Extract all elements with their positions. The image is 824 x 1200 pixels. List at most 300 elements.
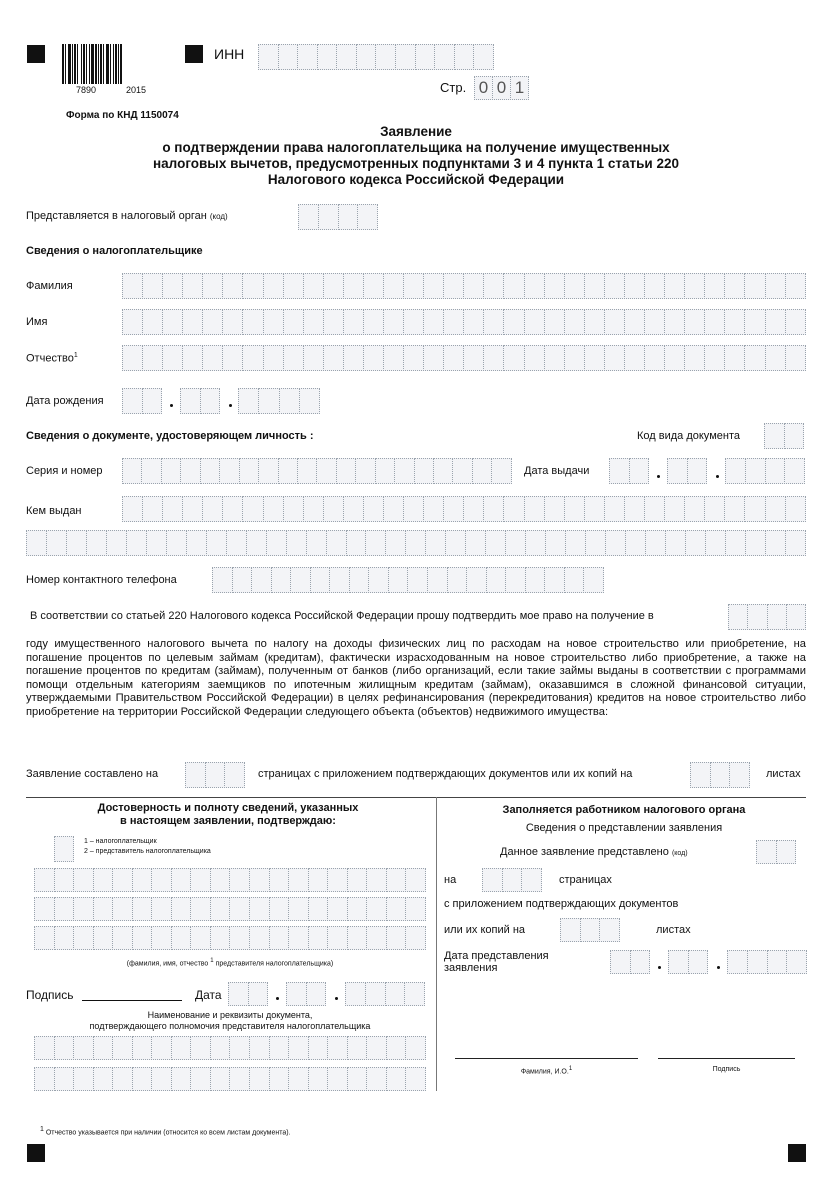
char-cell[interactable] (288, 926, 309, 950)
char-cell[interactable] (210, 1067, 231, 1091)
char-cell[interactable] (283, 345, 304, 371)
char-cell[interactable] (162, 345, 183, 371)
char-cell[interactable] (249, 868, 270, 892)
char-cell[interactable] (599, 918, 620, 942)
char-cell[interactable] (308, 1036, 329, 1060)
char-cell[interactable] (486, 567, 507, 593)
char-cell[interactable] (724, 309, 745, 335)
char-cell[interactable] (290, 567, 311, 593)
char-cell[interactable] (122, 496, 143, 522)
char-cell[interactable] (249, 897, 270, 921)
char-cell[interactable] (202, 496, 223, 522)
char-cell[interactable] (162, 309, 183, 335)
char-cell[interactable] (349, 567, 370, 593)
char-cell[interactable] (327, 1036, 348, 1060)
char-cell[interactable] (190, 1067, 211, 1091)
char-cell[interactable] (347, 1067, 368, 1091)
char-cell[interactable] (685, 530, 706, 556)
char-cell[interactable] (624, 496, 645, 522)
char-cell[interactable] (54, 868, 75, 892)
char-cell[interactable] (584, 273, 605, 299)
char-cell[interactable] (308, 897, 329, 921)
char-cell[interactable] (383, 496, 404, 522)
char-cell[interactable] (544, 345, 565, 371)
char-cell[interactable] (447, 567, 468, 593)
char-cell[interactable] (525, 567, 546, 593)
confirm-day-field[interactable] (228, 982, 268, 1006)
char-cell[interactable] (142, 345, 163, 371)
issued-by-field-line2[interactable] (26, 530, 806, 556)
char-cell[interactable] (415, 44, 436, 70)
char-cell[interactable] (210, 1036, 231, 1060)
char-cell[interactable] (263, 496, 284, 522)
char-cell[interactable] (423, 273, 444, 299)
char-cell[interactable] (784, 458, 805, 484)
signature-line[interactable] (82, 1000, 182, 1001)
char-cell[interactable] (521, 868, 542, 892)
patronymic-field[interactable] (122, 345, 806, 371)
char-cell[interactable] (624, 309, 645, 335)
char-cell[interactable] (785, 309, 806, 335)
char-cell[interactable] (363, 309, 384, 335)
char-cell[interactable] (724, 496, 745, 522)
char-cell[interactable] (386, 868, 407, 892)
char-cell[interactable] (242, 345, 263, 371)
issue-day-field[interactable] (609, 458, 649, 484)
char-cell[interactable] (73, 897, 94, 921)
char-cell[interactable] (580, 918, 601, 942)
char-cell[interactable] (251, 567, 272, 593)
char-cell[interactable] (93, 868, 114, 892)
char-cell[interactable] (375, 458, 395, 484)
char-cell[interactable] (363, 273, 384, 299)
char-cell[interactable] (186, 530, 207, 556)
char-cell[interactable] (205, 762, 226, 788)
char-cell[interactable] (560, 918, 581, 942)
char-cell[interactable] (200, 388, 221, 414)
char-cell[interactable] (286, 530, 307, 556)
char-cell[interactable] (112, 897, 133, 921)
char-cell[interactable] (317, 44, 338, 70)
char-cell[interactable] (403, 309, 424, 335)
char-cell[interactable] (73, 1036, 94, 1060)
char-cell[interactable] (466, 567, 487, 593)
char-cell[interactable] (258, 44, 279, 70)
char-cell[interactable] (93, 897, 114, 921)
char-cell[interactable] (132, 926, 153, 950)
pages-count-field[interactable] (185, 762, 245, 788)
char-cell[interactable] (404, 982, 425, 1006)
char-cell[interactable] (346, 530, 367, 556)
char-cell[interactable] (688, 950, 709, 974)
char-cell[interactable] (142, 273, 163, 299)
char-cell[interactable] (338, 204, 359, 230)
char-cell[interactable] (269, 1067, 290, 1091)
char-cell[interactable] (690, 762, 711, 788)
char-cell[interactable] (166, 530, 187, 556)
char-cell[interactable] (310, 567, 331, 593)
char-cell[interactable] (785, 345, 806, 371)
char-cell[interactable] (463, 345, 484, 371)
char-cell[interactable] (288, 868, 309, 892)
char-cell[interactable] (405, 926, 426, 950)
official-sheets-field[interactable] (560, 918, 620, 942)
char-cell[interactable] (323, 496, 344, 522)
issued-by-field-line1[interactable] (122, 496, 806, 522)
char-cell[interactable] (93, 1036, 114, 1060)
char-cell[interactable] (665, 530, 686, 556)
char-cell[interactable] (229, 897, 250, 921)
char-cell[interactable] (443, 496, 464, 522)
char-cell[interactable] (171, 926, 192, 950)
char-cell[interactable] (375, 44, 396, 70)
char-cell[interactable] (765, 345, 786, 371)
char-cell[interactable] (303, 345, 324, 371)
char-cell[interactable] (644, 345, 665, 371)
char-cell[interactable] (210, 868, 231, 892)
char-cell[interactable] (724, 345, 745, 371)
char-cell[interactable] (239, 458, 259, 484)
char-cell[interactable] (132, 897, 153, 921)
char-cell[interactable] (200, 458, 220, 484)
char-cell[interactable] (54, 1067, 75, 1091)
char-cell[interactable] (786, 604, 806, 630)
char-cell[interactable] (288, 1036, 309, 1060)
char-cell[interactable] (405, 897, 426, 921)
char-cell[interactable] (171, 897, 192, 921)
char-cell[interactable] (269, 926, 290, 950)
char-cell[interactable] (710, 762, 731, 788)
char-cell[interactable] (266, 530, 287, 556)
char-cell[interactable] (664, 273, 685, 299)
char-cell[interactable] (386, 897, 407, 921)
char-cell[interactable] (604, 345, 625, 371)
tax-authority-code-field[interactable] (298, 204, 378, 230)
char-cell[interactable] (278, 44, 299, 70)
char-cell[interactable] (190, 926, 211, 950)
issue-month-field[interactable] (667, 458, 707, 484)
char-cell[interactable] (283, 273, 304, 299)
char-cell[interactable] (785, 273, 806, 299)
char-cell[interactable] (405, 1067, 426, 1091)
char-cell[interactable] (405, 868, 426, 892)
char-cell[interactable] (503, 496, 524, 522)
char-cell[interactable] (427, 567, 448, 593)
char-cell[interactable] (744, 496, 765, 522)
char-cell[interactable] (283, 309, 304, 335)
char-cell[interactable] (34, 1067, 55, 1091)
char-cell[interactable] (299, 388, 320, 414)
char-cell[interactable] (229, 868, 250, 892)
char-cell[interactable] (298, 204, 319, 230)
char-cell[interactable] (86, 530, 107, 556)
char-cell[interactable] (219, 458, 239, 484)
char-cell[interactable] (564, 273, 585, 299)
char-cell[interactable] (347, 1036, 368, 1060)
char-cell[interactable] (303, 496, 324, 522)
char-cell[interactable] (443, 309, 464, 335)
char-cell[interactable] (54, 926, 75, 950)
char-cell[interactable] (327, 868, 348, 892)
char-cell[interactable] (106, 530, 127, 556)
authority-doc-line2[interactable] (34, 1067, 426, 1091)
char-cell[interactable] (323, 273, 344, 299)
char-cell[interactable] (326, 530, 347, 556)
char-cell[interactable] (725, 530, 746, 556)
doc-type-field[interactable] (764, 423, 804, 449)
char-cell[interactable] (288, 897, 309, 921)
char-cell[interactable] (403, 345, 424, 371)
char-cell[interactable] (345, 982, 366, 1006)
char-cell[interactable] (564, 345, 585, 371)
char-cell[interactable] (242, 496, 263, 522)
char-cell[interactable] (279, 388, 300, 414)
char-cell[interactable] (363, 496, 384, 522)
char-cell[interactable] (525, 530, 546, 556)
char-cell[interactable] (343, 496, 364, 522)
char-cell[interactable] (704, 345, 725, 371)
char-cell[interactable] (368, 567, 389, 593)
char-cell[interactable] (151, 1036, 172, 1060)
char-cell[interactable] (202, 273, 223, 299)
char-cell[interactable] (112, 1036, 133, 1060)
char-cell[interactable] (306, 530, 327, 556)
char-cell[interactable] (366, 926, 387, 950)
char-cell[interactable] (386, 1067, 407, 1091)
char-cell[interactable] (336, 458, 356, 484)
sheets-count-field[interactable] (690, 762, 750, 788)
char-cell[interactable] (388, 567, 409, 593)
char-cell[interactable] (297, 44, 318, 70)
char-cell[interactable] (161, 458, 181, 484)
name-field[interactable] (122, 309, 806, 335)
char-cell[interactable] (303, 309, 324, 335)
char-cell[interactable] (491, 458, 511, 484)
char-cell[interactable] (630, 950, 651, 974)
request-year-field[interactable] (728, 604, 806, 630)
char-cell[interactable] (238, 388, 259, 414)
char-cell[interactable] (366, 897, 387, 921)
char-cell[interactable] (271, 567, 292, 593)
char-cell[interactable] (122, 345, 143, 371)
char-cell[interactable] (463, 309, 484, 335)
char-cell[interactable] (503, 309, 524, 335)
char-cell[interactable] (336, 44, 357, 70)
char-cell[interactable] (122, 458, 142, 484)
char-cell[interactable] (242, 273, 263, 299)
char-cell[interactable] (357, 204, 378, 230)
char-cell[interactable] (407, 567, 428, 593)
char-cell[interactable] (308, 868, 329, 892)
char-cell[interactable] (202, 309, 223, 335)
char-cell[interactable] (327, 1067, 348, 1091)
char-cell[interactable] (724, 273, 745, 299)
char-cell[interactable] (327, 897, 348, 921)
char-cell[interactable] (171, 1067, 192, 1091)
char-cell[interactable] (604, 273, 625, 299)
char-cell[interactable] (222, 309, 243, 335)
char-cell[interactable] (786, 950, 807, 974)
char-cell[interactable] (222, 273, 243, 299)
char-cell[interactable] (565, 530, 586, 556)
char-cell[interactable] (171, 868, 192, 892)
char-cell[interactable] (452, 458, 472, 484)
char-cell[interactable] (764, 423, 785, 449)
char-cell[interactable] (34, 868, 55, 892)
char-cell[interactable] (765, 309, 786, 335)
char-cell[interactable] (785, 530, 806, 556)
char-cell[interactable] (765, 273, 786, 299)
char-cell[interactable] (222, 496, 243, 522)
char-cell[interactable] (394, 458, 414, 484)
char-cell[interactable] (664, 345, 685, 371)
char-cell[interactable] (206, 530, 227, 556)
char-cell[interactable] (297, 458, 317, 484)
char-cell[interactable] (212, 567, 233, 593)
char-cell[interactable] (180, 458, 200, 484)
char-cell[interactable] (524, 309, 545, 335)
phone-field[interactable] (212, 567, 604, 593)
signer-type-field[interactable] (54, 836, 74, 862)
char-cell[interactable] (645, 530, 666, 556)
char-cell[interactable] (483, 273, 504, 299)
char-cell[interactable] (66, 530, 87, 556)
char-cell[interactable] (249, 1036, 270, 1060)
char-cell[interactable] (747, 950, 768, 974)
char-cell[interactable] (729, 762, 750, 788)
char-cell[interactable] (162, 496, 183, 522)
char-cell[interactable] (171, 1036, 192, 1060)
char-cell[interactable] (263, 345, 284, 371)
char-cell[interactable] (26, 530, 47, 556)
char-cell[interactable] (34, 1036, 55, 1060)
char-cell[interactable] (366, 1036, 387, 1060)
char-cell[interactable] (386, 1036, 407, 1060)
char-cell[interactable] (668, 950, 689, 974)
char-cell[interactable] (465, 530, 486, 556)
char-cell[interactable] (182, 345, 203, 371)
char-cell[interactable] (329, 567, 350, 593)
char-cell[interactable] (318, 204, 339, 230)
char-cell[interactable] (765, 496, 786, 522)
char-cell[interactable] (269, 868, 290, 892)
official-month-field[interactable] (668, 950, 708, 974)
char-cell[interactable] (423, 345, 444, 371)
char-cell[interactable] (684, 345, 705, 371)
char-cell[interactable] (767, 950, 788, 974)
char-cell[interactable] (524, 273, 545, 299)
char-cell[interactable] (744, 345, 765, 371)
representative-fio-line1[interactable] (34, 868, 426, 892)
char-cell[interactable] (784, 423, 805, 449)
birthdate-day-field[interactable] (122, 388, 162, 414)
submitted-code-field[interactable] (756, 840, 796, 864)
char-cell[interactable] (286, 982, 307, 1006)
char-cell[interactable] (122, 388, 143, 414)
char-cell[interactable] (445, 530, 466, 556)
char-cell[interactable] (583, 567, 604, 593)
char-cell[interactable] (524, 345, 545, 371)
char-cell[interactable] (141, 458, 161, 484)
char-cell[interactable] (232, 567, 253, 593)
char-cell[interactable] (343, 309, 364, 335)
char-cell[interactable] (503, 345, 524, 371)
representative-fio-line2[interactable] (34, 897, 426, 921)
char-cell[interactable] (355, 458, 375, 484)
char-cell[interactable] (463, 496, 484, 522)
char-cell[interactable] (745, 530, 766, 556)
char-cell[interactable] (745, 458, 766, 484)
char-cell[interactable] (705, 530, 726, 556)
char-cell[interactable] (609, 458, 630, 484)
char-cell[interactable] (395, 44, 416, 70)
char-cell[interactable] (132, 868, 153, 892)
char-cell[interactable] (54, 1036, 75, 1060)
char-cell[interactable] (210, 897, 231, 921)
char-cell[interactable] (385, 530, 406, 556)
char-cell[interactable] (365, 982, 386, 1006)
char-cell[interactable] (765, 458, 786, 484)
char-cell[interactable] (132, 1067, 153, 1091)
char-cell[interactable] (610, 950, 631, 974)
char-cell[interactable] (73, 926, 94, 950)
char-cell[interactable] (190, 868, 211, 892)
char-cell[interactable] (505, 530, 526, 556)
char-cell[interactable] (385, 982, 406, 1006)
char-cell[interactable] (182, 273, 203, 299)
char-cell[interactable] (684, 309, 705, 335)
char-cell[interactable] (584, 345, 605, 371)
char-cell[interactable] (34, 897, 55, 921)
char-cell[interactable] (263, 309, 284, 335)
char-cell[interactable] (323, 345, 344, 371)
char-cell[interactable] (46, 530, 67, 556)
char-cell[interactable] (463, 273, 484, 299)
char-cell[interactable] (343, 273, 364, 299)
char-cell[interactable] (684, 496, 705, 522)
official-year-field[interactable] (727, 950, 807, 974)
char-cell[interactable] (704, 309, 725, 335)
char-cell[interactable] (229, 1067, 250, 1091)
char-cell[interactable] (482, 868, 503, 892)
char-cell[interactable] (667, 458, 688, 484)
char-cell[interactable] (132, 1036, 153, 1060)
char-cell[interactable] (54, 897, 75, 921)
char-cell[interactable] (151, 1067, 172, 1091)
surname-field[interactable] (122, 273, 806, 299)
char-cell[interactable] (151, 926, 172, 950)
char-cell[interactable] (142, 309, 163, 335)
char-cell[interactable] (584, 496, 605, 522)
char-cell[interactable] (605, 530, 626, 556)
char-cell[interactable] (544, 496, 565, 522)
official-pages-field[interactable] (482, 868, 542, 892)
char-cell[interactable] (202, 345, 223, 371)
char-cell[interactable] (604, 496, 625, 522)
char-cell[interactable] (122, 309, 143, 335)
char-cell[interactable] (54, 836, 74, 862)
char-cell[interactable] (483, 496, 504, 522)
char-cell[interactable] (93, 1067, 114, 1091)
char-cell[interactable] (472, 458, 492, 484)
char-cell[interactable] (180, 388, 201, 414)
char-cell[interactable] (383, 273, 404, 299)
char-cell[interactable] (306, 982, 327, 1006)
char-cell[interactable] (505, 567, 526, 593)
char-cell[interactable] (629, 458, 650, 484)
char-cell[interactable] (443, 273, 464, 299)
char-cell[interactable] (744, 273, 765, 299)
